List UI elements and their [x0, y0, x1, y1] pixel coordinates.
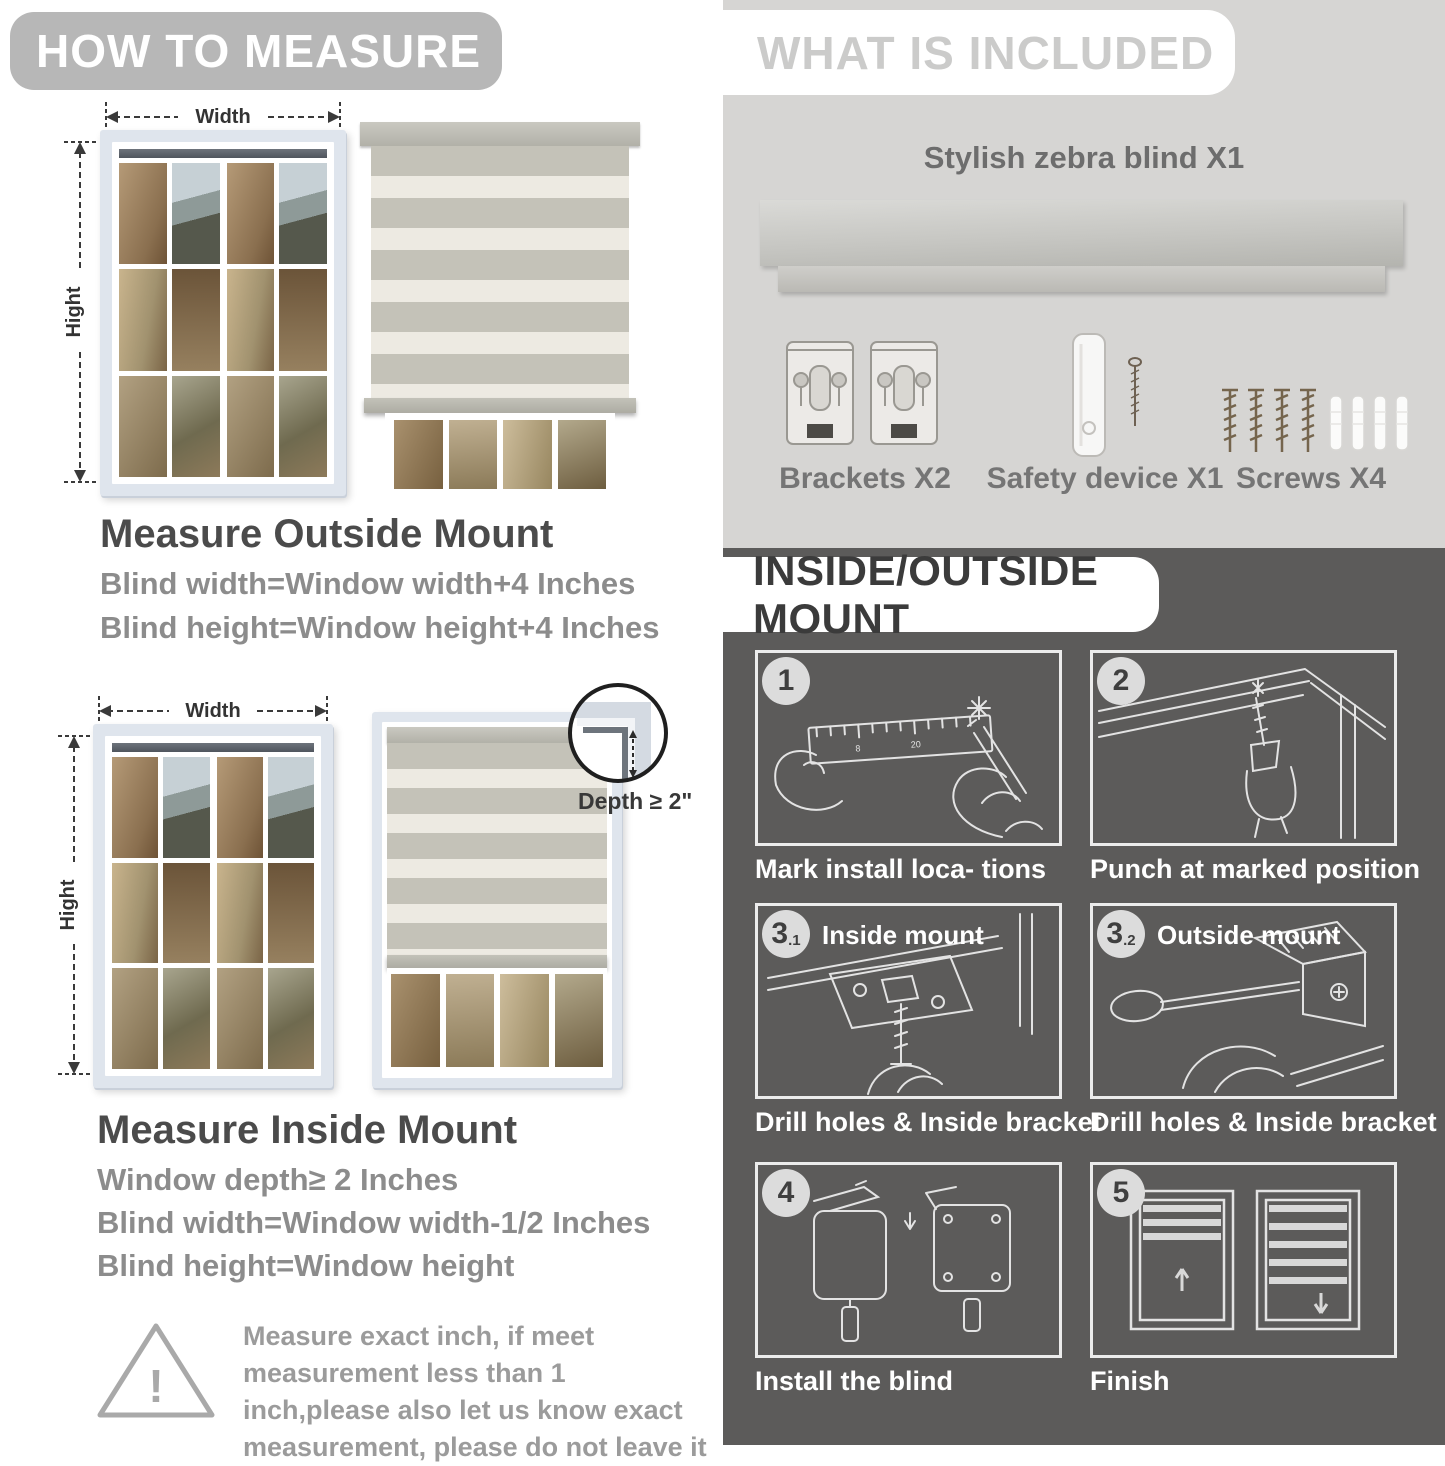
- step-panel-1: [755, 650, 1062, 846]
- svg-text:Width: Width: [195, 106, 251, 128]
- width-dimension-arrow: [93, 696, 333, 724]
- window-roller-strip: [119, 149, 327, 158]
- depth-label: Depth ≥ 2": [578, 788, 693, 814]
- svg-text:Width: Width: [185, 700, 241, 722]
- blind-item-label: Stylish zebra blind X1: [923, 140, 1245, 175]
- how-to-measure-banner: [10, 12, 502, 90]
- blind-stripes: [371, 146, 629, 398]
- window-inner-frame: [112, 142, 334, 484]
- inside-mount-title: Measure Inside Mount: [97, 1108, 518, 1152]
- window-roller-strip: [112, 743, 314, 752]
- svg-text:!: !: [148, 1360, 164, 1412]
- step-caption-3-1: Drill holes & Inside bracket: [755, 1107, 1102, 1137]
- zebra-blind-illustration-outside: [360, 122, 640, 496]
- step-title-outside-mount: Outside mount: [1157, 920, 1341, 950]
- outside-mount-title: Measure Outside Mount: [100, 512, 554, 556]
- window-below-blind: [385, 413, 615, 496]
- svg-text:Hight: Hight: [63, 286, 85, 338]
- window-sashes: [119, 163, 327, 477]
- step-number-badge: 4: [762, 1169, 810, 1217]
- height-dimension-arrow: [62, 134, 98, 490]
- headrail-image: [760, 200, 1403, 266]
- mount-title: INSIDE/OUTSIDE MOUNT: [753, 546, 1099, 642]
- brackets-label: Brackets X2: [779, 462, 951, 495]
- step-panel-2: [1090, 650, 1397, 846]
- width-dimension-arrow: [100, 102, 346, 130]
- svg-text:20: 20: [910, 739, 922, 750]
- window-sash-right: [227, 163, 328, 477]
- step-number-badge: 5: [1097, 1169, 1145, 1217]
- inside-width-formula: Blind width=Window width-1/2 Inches: [97, 1205, 651, 1240]
- what-is-included-banner: [723, 10, 1235, 95]
- step-caption-4: Install the blind: [755, 1366, 954, 1396]
- how-to-measure-title: HOW TO MEASURE: [36, 25, 482, 77]
- mount-banner: [723, 546, 1159, 642]
- step-panel-4: [755, 1162, 1062, 1358]
- window-sash-right: [217, 757, 315, 1069]
- window-below-blind: [387, 968, 607, 1073]
- step-caption-3-2: Drill holes & Inside bracket: [1090, 1107, 1437, 1137]
- bracket-icon: [783, 336, 943, 458]
- window-inner-frame: [105, 736, 321, 1076]
- blind-bottom-rail: [387, 955, 607, 968]
- step-caption-1: Mark install loca- tions: [755, 854, 1047, 884]
- step-number-badge: 3 .2: [1097, 910, 1145, 958]
- what-is-included-section: [723, 0, 1445, 548]
- outside-height-formula: Blind height=Window height+4 Inches: [100, 610, 660, 645]
- safety-device-icon: [1051, 330, 1161, 465]
- step-number-badge: 1: [762, 657, 810, 705]
- inside-height-formula: Blind height=Window height: [97, 1248, 515, 1283]
- warning-triangle-icon: [92, 1318, 220, 1426]
- window-sash-left: [112, 757, 210, 1069]
- step-number-badge: 3 .1: [762, 910, 810, 958]
- step-number-badge: 2: [1097, 657, 1145, 705]
- blind-cassette: [360, 122, 640, 146]
- window-illustration-outside: [100, 130, 346, 496]
- blind-bottom-rail: [364, 398, 636, 413]
- what-is-included-title: WHAT IS INCLUDED: [757, 26, 1215, 79]
- inside-depth-formula: Window depth≥ 2 Inches: [97, 1162, 459, 1197]
- step-caption-2: Punch at marked position: [1090, 854, 1421, 884]
- screw-icon: [1218, 382, 1408, 464]
- outside-width-formula: Blind width=Window width+4 Inches: [100, 566, 636, 601]
- headrail-lip: [778, 266, 1385, 292]
- window-sashes: [112, 757, 314, 1069]
- height-dimension-arrow: [56, 728, 92, 1082]
- window-sash-left: [119, 163, 220, 477]
- step-panel-3-1: [755, 903, 1062, 1099]
- mount-instructions-section: [723, 548, 1445, 1445]
- warning-text: Measure exact inch, if meet measurement less than 1 inch,please also let us know exact measurement, please do not leave it: [243, 1321, 707, 1462]
- safety-device-label: Safety device X1: [986, 462, 1224, 495]
- screws-label: Screws X4: [1235, 462, 1387, 495]
- step-panel-3-2: [1090, 903, 1397, 1099]
- svg-text:Hight: Hight: [57, 879, 79, 931]
- window-illustration-inside: [93, 724, 333, 1088]
- step-title-inside-mount: Inside mount: [822, 920, 984, 950]
- step-panel-5: [1090, 1162, 1397, 1358]
- step-caption-5: Finish: [1090, 1366, 1170, 1396]
- depth-zoom-circle-icon: [565, 680, 671, 786]
- svg-text:8: 8: [855, 743, 861, 754]
